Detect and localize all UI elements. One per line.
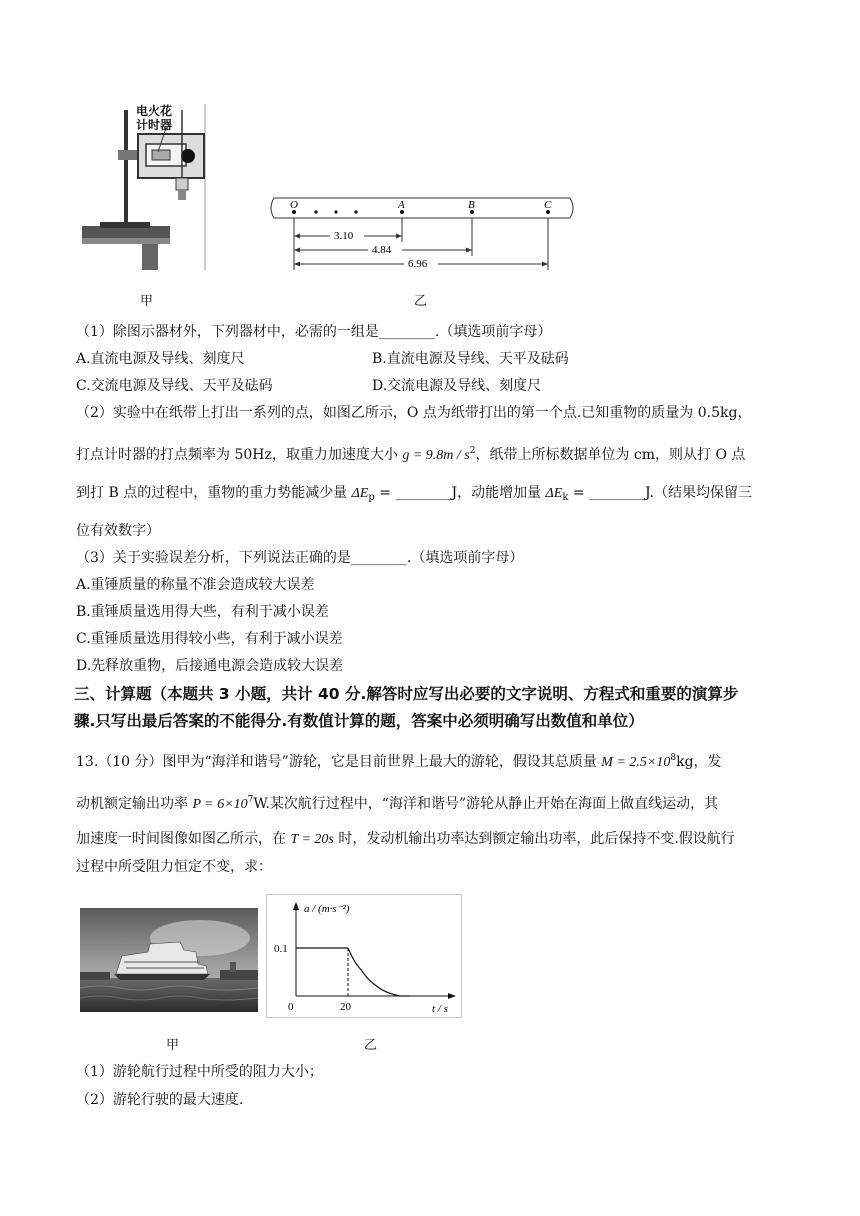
- x-tick-20: 20: [340, 1001, 351, 1013]
- q12-part1: （1）除图示器材外，下列器材中，必需的一组是________.（填选项前字母）: [76, 324, 552, 340]
- kinetic-energy-symbol: ΔE: [545, 486, 563, 501]
- tape-label-c: C: [544, 199, 552, 211]
- q13-line2: 动机额定输出功率 $P = 6\times 10^7W$.某次航行过程中，“海洋和谐号”游轮从静止开始在海面上做直线运动，其: [76, 795, 719, 812]
- gravity-formula: g = 9.8m / s: [402, 448, 470, 463]
- apparatus-label: 电火花 计时器: [136, 104, 173, 132]
- q13-sub2: （2）游轮行驶的最大速度.: [76, 1092, 244, 1108]
- q12-part2-line3: 到打 B 点的过程中，重物的重力势能减少量 $\Delta E_p$ = ________J，动能增加量 $\Delta E_k$ = ________J.（结果均保留三: [76, 485, 752, 503]
- paper-tape-figure: [264, 194, 580, 274]
- section3-heading-line1: 三、计算题（本题共 3 小题，共计 40 分.解答时应写出必要的文字说明、方程式和重要的演算步: [74, 685, 739, 703]
- q12-part2-line4: 位有效数字）: [76, 523, 160, 539]
- caption-chart: 乙: [364, 1038, 378, 1053]
- q13-line4: 过程中所受阻力恒定不变，求：: [76, 859, 272, 875]
- q13-sub1: （1）游轮航行过程中所受的阻力大小；: [76, 1064, 323, 1080]
- tape-dim-oa: 3.10: [334, 230, 354, 242]
- time-formula: T = 20s: [290, 832, 334, 847]
- section3-heading-line2: 骤.只写出最后答案的不能得分.有数值计算的题，答案中必须明确写出数值和单位）: [74, 712, 644, 730]
- q12-part3-option-d: D.先释放重物，后接通电源会造成较大误差: [76, 658, 344, 674]
- caption-apparatus: 甲: [140, 294, 154, 309]
- mass-formula: M = 2.5×10: [601, 755, 671, 770]
- q12-part2-line1: （2）实验中在纸带上打出一系列的点，如图乙所示，O 点为纸带打出的第一个点.已知重物的质量为 0.5kg，: [76, 405, 752, 421]
- tape-label-o: O: [290, 199, 298, 211]
- q13-line3: 加速度一时间图像如图乙所示，在 T = 20s 时，发动机输出功率达到额定输出功率，此后保持不变.假设航行: [76, 831, 735, 847]
- power-formula: P = 6×10: [192, 797, 248, 812]
- x-axis-label: t / s: [432, 1003, 448, 1015]
- q12-part3-option-a: A.重锤质量的称量不准会造成较大误差: [76, 577, 315, 593]
- caption-ship: 甲: [166, 1038, 180, 1053]
- tape-label-a: A: [398, 199, 405, 211]
- q12-part2-line2: 打点计时器的打点频率为 50Hz，取重力加速度大小 $g = 9.8m / s^2$，纸带上所标数据单位为 cm，则从打 O 点: [76, 446, 746, 463]
- q12-option-c: C.交流电源及导线、天平及砝码: [76, 378, 273, 394]
- potential-energy-symbol: ΔE: [351, 486, 369, 501]
- cruise-ship-photo: [80, 908, 258, 1012]
- tape-dim-ob: 4.84: [372, 244, 392, 256]
- x-tick-0: 0: [288, 1001, 294, 1013]
- tape-label-b: B: [468, 199, 475, 211]
- tape-dim-oc: 6.96: [408, 258, 428, 270]
- y-axis-label: a / (m·s⁻²): [304, 903, 350, 915]
- q12-part3-option-b: B.重锤质量选用得大些，有利于减小误差: [76, 604, 329, 620]
- caption-tape: 乙: [414, 294, 428, 309]
- q12-option-d: D.交流电源及导线、刻度尺: [372, 378, 542, 394]
- q12-option-b: B.直流电源及导线、天平及砝码: [372, 351, 569, 367]
- q12-option-a: A.直流电源及导线、刻度尺: [76, 351, 245, 367]
- q13-line1: 13.（10 分）图甲为“海洋和谐号”游轮，它是目前世界上最大的游轮，假设其总质量 $M = 2.5\times 10^8kg$，发: [76, 753, 722, 770]
- q12-part3-option-c: C.重锤质量选用得较小些，有利于减小误差: [76, 631, 343, 647]
- y-tick-0-1: 0.1: [274, 943, 288, 955]
- acceleration-time-chart: [266, 894, 462, 1018]
- q12-part3: （3）关于实验误差分析，下列说法正确的是________.（填选项前字母）: [76, 550, 524, 566]
